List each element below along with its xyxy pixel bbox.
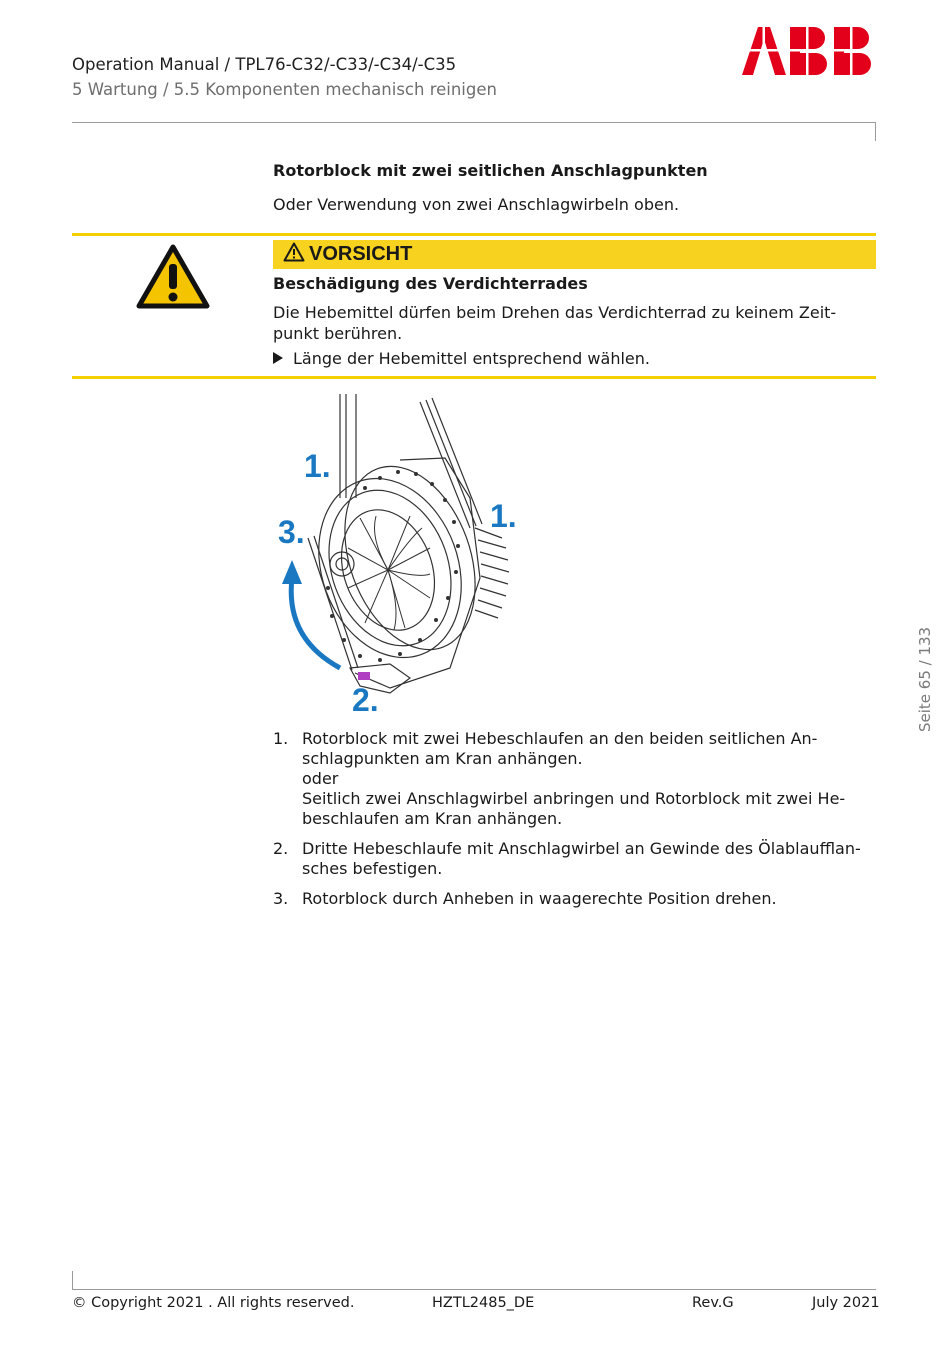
step-number: 3.: [273, 889, 289, 908]
header-rule: [72, 122, 876, 123]
rotor-block-figure: [270, 388, 540, 718]
step-alt-text: Seitlich zwei Anschlagwirbel anbringen und Rotorblock mit zwei He-beschlaufen am Kran anhängen.: [302, 789, 846, 828]
rotor-block-drawing: [270, 388, 540, 718]
step-number: 1.: [273, 729, 289, 748]
step-item: [273, 729, 877, 829]
warning-action: [273, 349, 650, 368]
warning-text: Die Hebemittel dürfen beim Drehen das Verdichterrad zu keinem Zeit-punkt berühren.: [273, 303, 837, 343]
footer-revision: Rev.G: [692, 1295, 734, 1311]
step-text: Rotorblock mit zwei Hebeschlaufen an den beiden seitlichen An-schlagpunkten am Kran anhängen.: [302, 729, 818, 768]
intro-text: Oder Verwendung von zwei Anschlagwirbeln oben.: [273, 195, 680, 214]
step-or: oder: [302, 769, 339, 788]
footer-date: July 2021: [812, 1295, 880, 1311]
footer-doc-id: HZTL2485_DE: [432, 1295, 535, 1311]
figure-label-1-left: 1.: [304, 448, 331, 484]
footer-rule-tick: [72, 1271, 73, 1290]
figure-label-2: 2.: [352, 682, 379, 718]
step-number: 2.: [273, 839, 289, 858]
step-item: [273, 889, 877, 909]
action-arrow-icon: [273, 352, 283, 364]
step-item: [273, 839, 877, 879]
step-text: Rotorblock durch Anheben in waagerechte Position drehen.: [302, 889, 777, 908]
section-heading: Rotorblock mit zwei seitlichen Anschlagpunkten: [273, 161, 708, 180]
warning-subtitle: Beschädigung des Verdichterrades: [273, 274, 588, 293]
warning-triangle-icon: [136, 244, 210, 310]
procedure-steps: [273, 729, 877, 919]
header-rule-tick: [875, 122, 876, 141]
warning-signal: [283, 242, 412, 266]
warning-top-rule: [72, 233, 876, 236]
warning-small-icon: [283, 242, 305, 262]
breadcrumb: 5 Wartung / 5.5 Komponenten mechanisch reinigen: [72, 80, 497, 99]
figure-label-1-right: 1.: [490, 498, 517, 534]
figure-label-3: 3.: [278, 514, 305, 550]
page-number: Seite 65 / 133: [916, 626, 934, 732]
document-title: Operation Manual / TPL76-C32/-C33/-C34/-C35: [72, 55, 457, 74]
footer-copyright: © Copyright 2021 . All rights reserved.: [72, 1295, 355, 1311]
warning-signal-word: VORSICHT: [309, 243, 413, 265]
step-text: Dritte Hebeschlaufe mit Anschlagwirbel an Gewinde des Ölablaufflan-sches befestigen.: [302, 839, 861, 878]
page-number-vertical: [912, 620, 950, 740]
footer-rule: [72, 1289, 876, 1290]
warning-action-text: Länge der Hebemittel entsprechend wählen.: [293, 349, 650, 368]
abb-logo: [742, 25, 878, 77]
warning-bottom-rule: [72, 376, 876, 379]
